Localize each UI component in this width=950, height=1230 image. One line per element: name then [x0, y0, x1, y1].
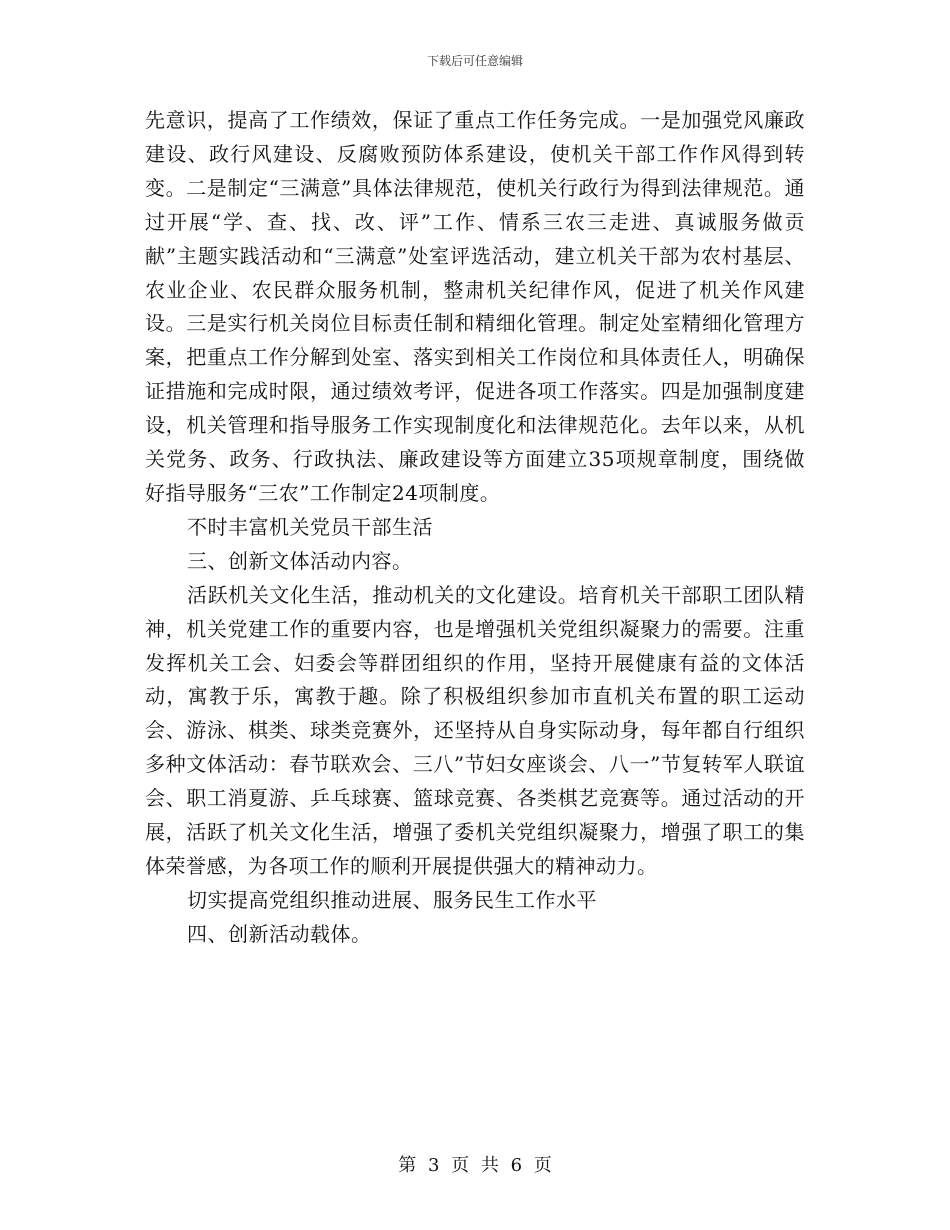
paragraph-continuation: 先意识，提高了工作绩效，保证了重点工作任务完成。一是加强党风廉政建设、政行风建设、反腐败预防体系建设，使机关干部工作作风得到转变。二是制定“三满意”具体法律规范，使机关行政行为得到法律规范。通过开展“学、查、找、改、评”工作、情系三农三走进、真诚服务做贡献”主题实践活动和“三满意”处室评选活动，建立机关干部为农村基层、农业企业、农民群众服务机制，整肃机关纪律作风，促进了机关作风建设。三是实行机关岗位目标责任制和精细化管理。制定处室精细化管理方案，把重点工作分解到处室、落实到相关工作岗位和具体责任人，明确保证措施和完成时限，通过绩效考评，促进各项工作落实。四是加强制度建设，机关管理和指导服务工作实现制度化和法律规范化。去年以来，从机关党务、政务、行政执法、廉政建设等方面建立35项规章制度，围绕做好指导服务“三农”工作制定24项制度。 [145, 108, 805, 505]
paragraph-subheading: 不时丰富机关党员干部生活 [187, 514, 433, 539]
section-heading-4: 四、创新活动载体。 [187, 921, 372, 946]
paragraph-subheading-2: 切实提高党组织推动进展、服务民生工作水平 [187, 887, 597, 912]
section-heading-3: 三、创新文体活动内容。 [187, 548, 413, 573]
page-header: 下载后可任意编辑 [426, 54, 523, 68]
page-footer: 第 3 页 共 6 页 [398, 1155, 552, 1176]
paragraph-culture: 活跃机关文化生活，推动机关的文化建设。培育机关干部职工团队精神，机关党建工作的重要内容，也是增强机关党组织凝聚力的需要。注重发挥机关工会、妇委会等群团组织的作用，坚持开展健康有益的文体活动，寓教于乐，寓教于趣。除了积极组织参加市直机关布置的职工运动会、游泳、棋类、球类竞赛外，还坚持从自身实际动身，每年都自行组织多种文体活动：春节联欢会、三八”节妇女座谈会、八一”节复转军人联谊会、职工消夏游、乒乓球赛、篮球竞赛、各类棋艺竞赛等。通过活动的开展，活跃了机关文化生活，增强了委机关党组织凝聚力，增强了职工的集体荣誉感，为各项工作的顺利开展提供强大的精神动力。 [145, 582, 805, 878]
document-body [145, 104, 805, 952]
